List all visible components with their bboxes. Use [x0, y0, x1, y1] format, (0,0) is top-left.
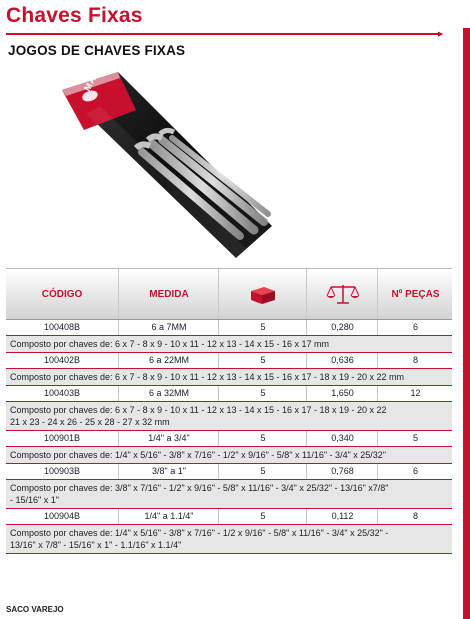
cell-pieces: 6	[377, 320, 453, 335]
cell-size: 6 a 22MM	[118, 353, 219, 368]
product-table	[6, 268, 452, 554]
table-header	[6, 268, 452, 320]
cell-code: 100402B	[43, 355, 81, 365]
table-row	[6, 320, 452, 336]
page-title: Chaves Fixas	[6, 4, 143, 27]
cell-pieces: 8	[377, 509, 453, 524]
cell-box: 5	[218, 353, 307, 368]
header-code: CÓDIGO	[41, 288, 83, 300]
scale-icon	[306, 269, 378, 319]
cell-box: 5	[218, 509, 307, 524]
row-detail	[6, 336, 452, 353]
detail-text: Composto por chaves de: 3/8" x 7/16" - 1/2" x 9/16" - 5/8" x 11/16" - 3/4" x 25/32" - 13/16" x7/8" - 15/16" x 1"	[10, 483, 389, 505]
cell-box: 5	[218, 386, 307, 401]
box-icon	[218, 269, 307, 319]
row-detail	[6, 480, 452, 509]
cell-pieces: 12	[377, 386, 453, 401]
cell-weight: 0,636	[306, 353, 378, 368]
side-accent-bar	[463, 28, 470, 619]
cell-code: 100408B	[43, 322, 81, 332]
header-size: MEDIDA	[118, 269, 219, 319]
product-image	[40, 56, 330, 266]
cell-weight: 1,650	[306, 386, 378, 401]
cell-code: 100904B	[43, 511, 81, 521]
cell-size: 6 a 32MM	[118, 386, 219, 401]
cell-box: 5	[218, 320, 307, 335]
cell-weight: 0,280	[306, 320, 378, 335]
row-detail	[6, 447, 452, 464]
cell-size: 1/4" a 1.1/4"	[118, 509, 219, 524]
table-row	[6, 386, 452, 402]
table-row	[6, 464, 452, 480]
brand-label: MAYLE	[82, 56, 108, 93]
detail-text: Composto por chaves de: 1/4" x 5/16" - 3/8" x 7/16" - 1/2" x 9/16" - 5/8" x 11/16" - 3/4" x 25/32"	[10, 450, 386, 460]
table-row	[6, 431, 452, 447]
cell-code: 100901B	[43, 433, 81, 443]
cell-size: 3/8" a 1"	[118, 464, 219, 479]
cell-pieces: 8	[377, 353, 453, 368]
section-title: JOGOS DE CHAVES FIXAS	[8, 43, 186, 58]
header-pieces: Nº PEÇAS	[377, 269, 453, 319]
row-detail	[6, 402, 452, 431]
cell-code: 100403B	[43, 388, 81, 398]
page-header	[6, 4, 444, 38]
detail-text: Composto por chaves de: 6 x 7 - 8 x 9 - 10 x 11 - 12 x 13 - 14 x 15 - 16 x 17 mm	[10, 339, 329, 349]
cell-box: 5	[218, 431, 307, 446]
cell-pieces: 5	[377, 431, 453, 446]
detail-text: Composto por chaves de: 6 x 7 - 8 x 9 - 10 x 11 - 12 x 13 - 14 x 15 - 16 x 17 - 18 x 19 - 20 x 22 mm	[10, 372, 405, 382]
cell-size: 1/4" a 3/4"	[118, 431, 219, 446]
header-underline	[6, 33, 440, 35]
arrow-right-icon: ▶	[438, 31, 444, 38]
table-row	[6, 353, 452, 369]
cell-box: 5	[218, 464, 307, 479]
cell-weight: 0,340	[306, 431, 378, 446]
row-detail	[6, 369, 452, 386]
cell-pieces: 6	[377, 464, 453, 479]
footer-note: SACO VAREJO	[6, 605, 64, 614]
detail-text: Composto por chaves de: 1/4" x 5/16" - 3/8" x 7/16" - 1/2 x 9/16" - 5/8" x 11/16" - 3/4" x 25/32" - 13/16" x 7/8" - 15/16" x 1" - 1.1/16" x 1.1/4"	[10, 528, 389, 550]
detail-text: Composto por chaves de: 6 x 7 - 8 x 9 - 10 x 11 - 12 x 13 - 14 x 15 - 16 x 17 - 18 x 19 - 20 x 22 21 x 23 - 24 x 26 - 25 x 28 - 27 x 32 mm	[10, 405, 387, 427]
cell-weight: 0,768	[306, 464, 378, 479]
row-detail	[6, 525, 452, 554]
cell-size: 6 a 7MM	[118, 320, 219, 335]
cell-weight: 0,112	[306, 509, 378, 524]
table-row	[6, 509, 452, 525]
cell-code: 100903B	[43, 466, 81, 476]
table-body	[6, 320, 452, 554]
